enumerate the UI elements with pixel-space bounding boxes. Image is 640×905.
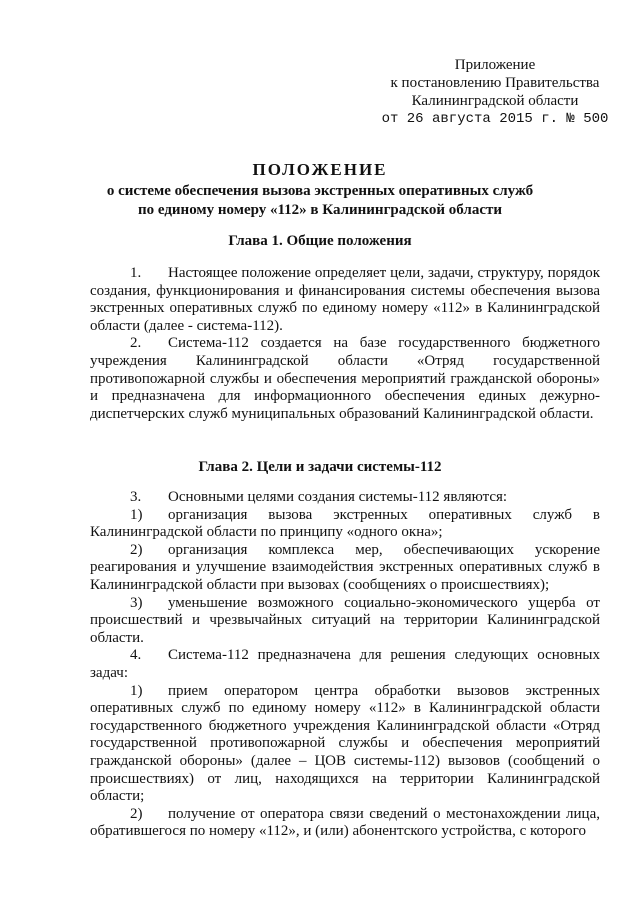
paragraph-text: Основными целями создания системы-112 являются: [168, 489, 508, 505]
subtitle-line: о системе обеспечения вызова экстренных оперативных служб [106, 183, 534, 199]
paragraph [90, 647, 600, 682]
chapter-1-body [90, 265, 600, 423]
appendix-resolution: к постановлению Правительства [390, 75, 600, 91]
paragraph-text: организация вызова экстренных оперативных служб в Калининградской области по принципу «одного окна»; [90, 506, 600, 541]
paragraph-number: 4. [130, 647, 142, 664]
document-subtitle [90, 182, 550, 220]
paragraph [90, 683, 600, 806]
chapter-1-heading: Глава 1. Общие положения [228, 233, 412, 249]
paragraph [90, 806, 600, 841]
paragraph-text: получение от оператора связи сведений о местонахождении лица, обратившегося по номеру «112», и (или) абонентского устройства, с которого [90, 805, 600, 840]
paragraph [90, 489, 600, 507]
paragraph-number: 1) [130, 682, 143, 699]
chapter-2-body [90, 489, 600, 841]
paragraph-number: 3. [130, 489, 142, 505]
paragraph-text: прием оператором центра обработки вызовов экстренных оперативных служб по единому номеру «112» в Калининградской области государственного бюджетного учреждения Калининградской области «Отряд государственной противопожарной службы и обеспечения мероприятий гражданской обороны» (далее – ЦОВ системы-112) вызовов (сообщений о происшествиях) от лиц, находящихся на территории Калининградской области; [90, 682, 600, 805]
paragraph-number: 1. [130, 265, 142, 281]
paragraph-number: 1) [130, 506, 143, 523]
paragraph-text: Система-112 предназначена для решения следующих основных задач: [90, 647, 600, 681]
paragraph [90, 507, 600, 542]
paragraph-text: Система-112 создается на базе государственного бюджетного учреждения Калининградской области «Отряд государственной противопожарной службы и обеспечения мероприятий гражданской обороны» и предназначена для информационного обеспечения единых дежурно-диспетчерских служб муниципальных образований Калининградской области. [90, 335, 600, 422]
paragraph-number: 2) [130, 541, 143, 558]
subtitle-line: по единому номеру «112» в Калининградской области [137, 202, 503, 218]
paragraph-text: уменьшение возможного социально-экономического ущерба от происшествий и чрезвычайных ситуаций на территории Калининградской области. [90, 594, 600, 646]
appendix-header [380, 56, 610, 128]
document-title: ПОЛОЖЕНИЕ [252, 160, 388, 179]
paragraph-number: 2) [130, 805, 143, 822]
paragraph-text: Настоящее положение определяет цели, задачи, структуру, порядок создания, функционирования и финансирования системы обеспечения вызова экстренных оперативных служб по единому номеру «112» в Калининградской области (далее - система-112). [90, 265, 600, 334]
paragraph-number: 2. [130, 335, 142, 352]
paragraph [90, 335, 600, 423]
chapter-2-heading: Глава 2. Цели и задачи системы-112 [198, 459, 442, 475]
paragraph-number: 3) [130, 594, 143, 611]
paragraph [90, 542, 600, 595]
paragraph [90, 265, 600, 335]
appendix-region: Калининградской области [411, 93, 579, 109]
paragraph [90, 595, 600, 648]
appendix-label: Приложение [454, 57, 536, 73]
appendix-date: от 26 августа 2015 г. № 500 [381, 111, 609, 127]
paragraph-text: организация комплекса мер, обеспечивающих ускорение реагирования и улучшение взаимодействия экстренных оперативных служб в Калининградской области при вызовах (сообщениях о происшествиях); [90, 541, 600, 593]
